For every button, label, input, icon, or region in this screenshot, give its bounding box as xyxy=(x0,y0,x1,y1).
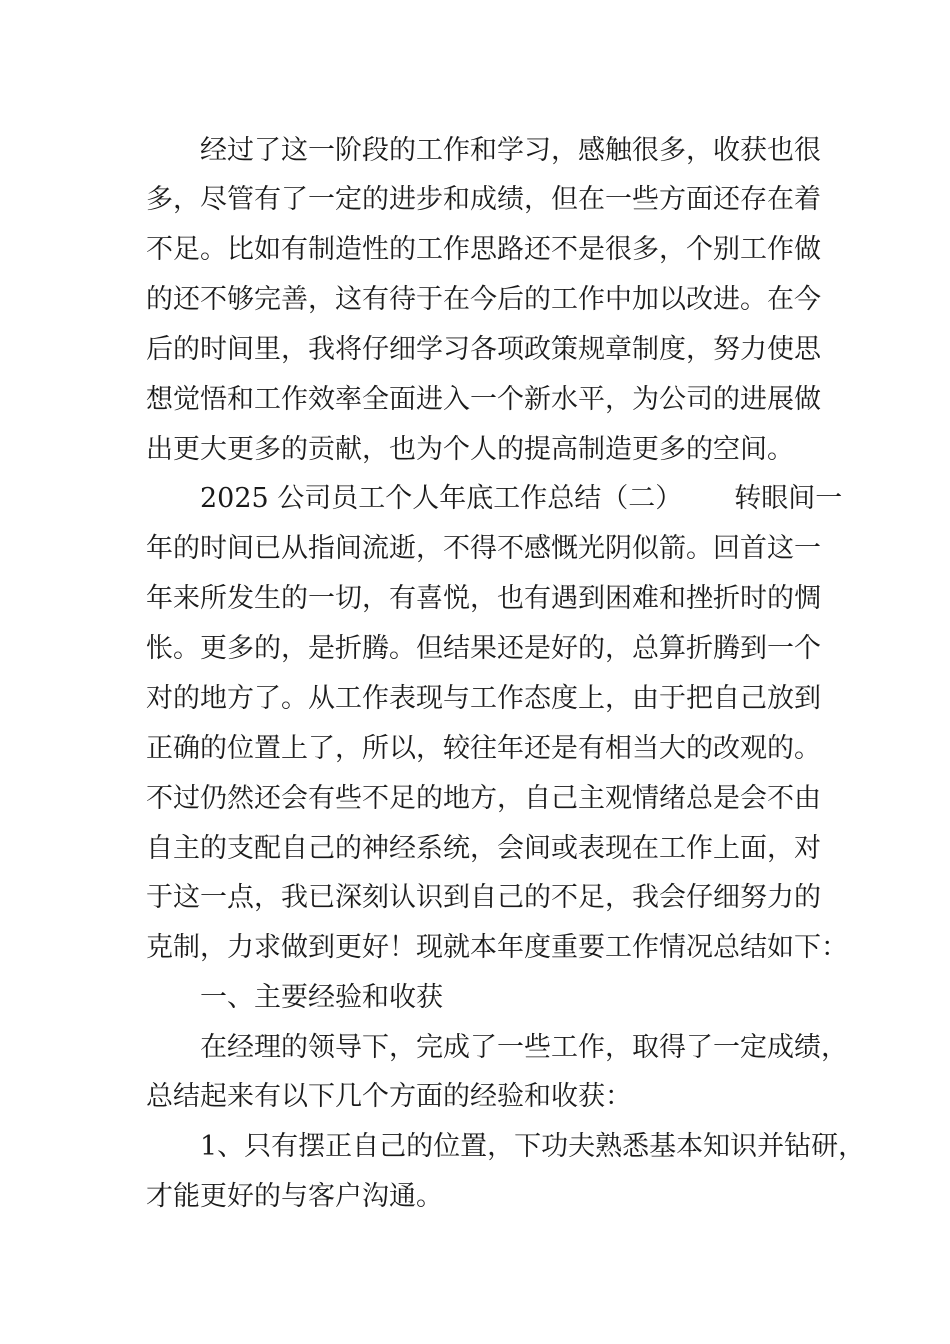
paragraph-1-line-2: 多，尽管有了一定的进步和成绩，但在一些方面还存在着 xyxy=(146,184,821,215)
section-title-line xyxy=(200,482,842,516)
paragraph-2-line-4: 怅。更多的，是折腾。但结果还是好的，总算折腾到一个 xyxy=(146,633,821,664)
paragraph-1-line-5: 后的时间里，我将仔细学习各项政策规章制度，努力使思 xyxy=(146,334,821,365)
paragraph-1-line-6: 想觉悟和工作效率全面进入一个新水平，为公司的进展做 xyxy=(146,384,821,415)
paragraph-1-line-7: 出更大更多的贡献，也为个人的提高制造更多的空间。 xyxy=(146,434,794,465)
list-item-1-line-1: 1、只有摆正自己的位置，下功夫熟悉基本知识并钻研， xyxy=(200,1131,866,1162)
section-title: 2025 公司员工个人年底工作总结（二） xyxy=(200,483,683,514)
paragraph-2-line-10: 克制，力求做到更好！现就本年度重要工作情况总结如下： xyxy=(146,932,848,963)
paragraph-1-line-3: 不足。比如有制造性的工作思路还不是很多，个别工作做 xyxy=(146,234,821,265)
heading-main-experience: 一、主要经验和收获 xyxy=(200,982,443,1013)
paragraph-2-start: 转眼间一 xyxy=(734,483,843,514)
paragraph-1-line-1: 经过了这一阶段的工作和学习，感触很多，收获也很 xyxy=(200,135,821,166)
paragraph-2-line-9: 于这一点，我已深刻认识到自己的不足，我会仔细努力的 xyxy=(146,882,821,913)
paragraph-2-line-2: 年的时间已从指间流逝，不得不感慨光阴似箭。回首这一 xyxy=(146,533,821,564)
paragraph-3-line-2: 总结起来有以下几个方面的经验和收获： xyxy=(146,1081,632,1112)
paragraph-1-line-4: 的还不够完善，这有待于在今后的工作中加以改进。在今 xyxy=(146,284,821,315)
paragraph-2-line-6: 正确的位置上了，所以，较往年还是有相当大的改观的。 xyxy=(146,733,821,764)
paragraph-2-line-5: 对的地方了。从工作表现与工作态度上，由于把自己放到 xyxy=(146,683,821,714)
paragraph-2-line-8: 自主的支配自己的神经系统，会间或表现在工作上面，对 xyxy=(146,833,821,864)
paragraph-2-line-7: 不过仍然还会有些不足的地方，自己主观情绪总是会不由 xyxy=(146,783,821,814)
paragraph-3-line-1: 在经理的领导下，完成了一些工作，取得了一定成绩， xyxy=(200,1032,848,1063)
list-item-1-line-2: 才能更好的与客户沟通。 xyxy=(146,1181,443,1212)
paragraph-2-line-3: 年来所发生的一切，有喜悦，也有遇到困难和挫折时的惆 xyxy=(146,583,821,614)
